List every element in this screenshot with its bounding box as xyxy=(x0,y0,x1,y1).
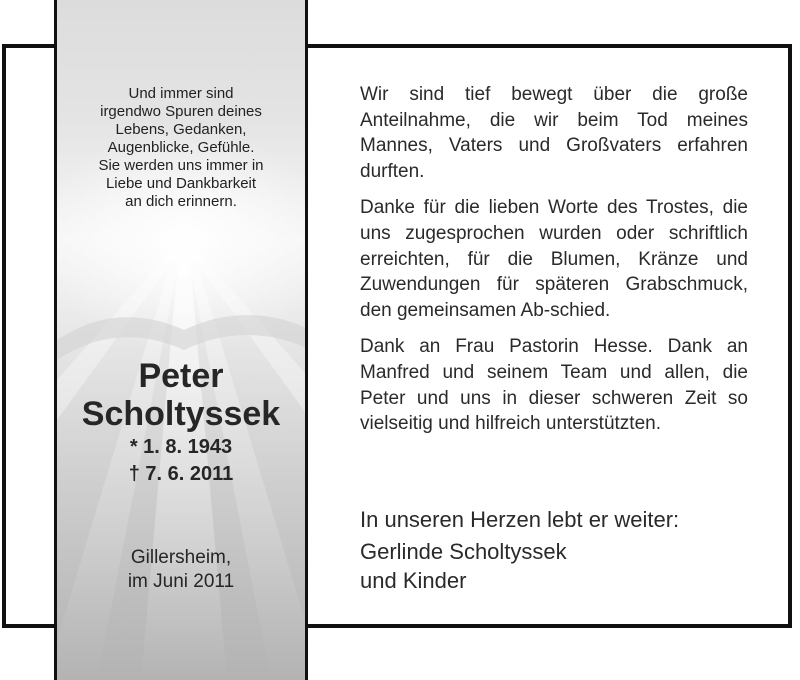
memorial-quote xyxy=(57,85,305,211)
birth-date: * 1. 8. 1943 xyxy=(129,436,233,458)
signature-line: und Kinder xyxy=(360,568,467,593)
death-date: † 7. 6. 2011 xyxy=(128,463,234,485)
quote-line: Sie werden uns immer in xyxy=(98,157,264,174)
life-dates xyxy=(57,434,305,488)
closing-block xyxy=(360,505,780,595)
place-and-date xyxy=(57,546,305,594)
quote-line: Und immer sind xyxy=(128,85,234,102)
paragraph: Wir sind tief bewegt über die große Anteilnahme, die wir beim Tod meines Mannes, Vaters und Großvaters erfahren durften. xyxy=(360,84,748,182)
paragraph: Dank an Frau Pastorin Hesse. Dank an Manfred und seinem Team und allen, die Peter und uns in dieser schweren Zeit so vielseitig und hilfreich unterstützten. xyxy=(360,336,748,435)
place: Gillersheim, xyxy=(130,547,232,568)
quote-line: an dich erinnern. xyxy=(125,193,237,210)
thank-you-text xyxy=(360,82,748,448)
signature-line: Gerlinde Scholtyssek xyxy=(360,539,567,564)
first-name: Peter xyxy=(138,357,224,395)
quote-line: Liebe und Dankbarkeit xyxy=(105,175,257,192)
quote-line: Lebens, Gedanken, xyxy=(115,121,247,138)
quote-line: Augenblicke, Gefühle. xyxy=(107,139,255,156)
notice-date: im Juni 2011 xyxy=(127,571,235,592)
memorial-sidebar xyxy=(54,0,308,680)
closing-lead: In unseren Herzen lebt er weiter: xyxy=(360,507,680,532)
deceased-name xyxy=(57,357,305,433)
paragraph: Danke für die lieben Worte des Trostes, die uns zugesprochen wurden oder schriftlich erreichten, für die Blumen, Kränze und Zuwendungen für späteren Grabschmuck, den gemeinsamen Ab-schied. xyxy=(360,197,748,321)
quote-line: irgendwo Spuren deines xyxy=(100,103,262,120)
last-name: Scholtyssek xyxy=(81,395,281,433)
